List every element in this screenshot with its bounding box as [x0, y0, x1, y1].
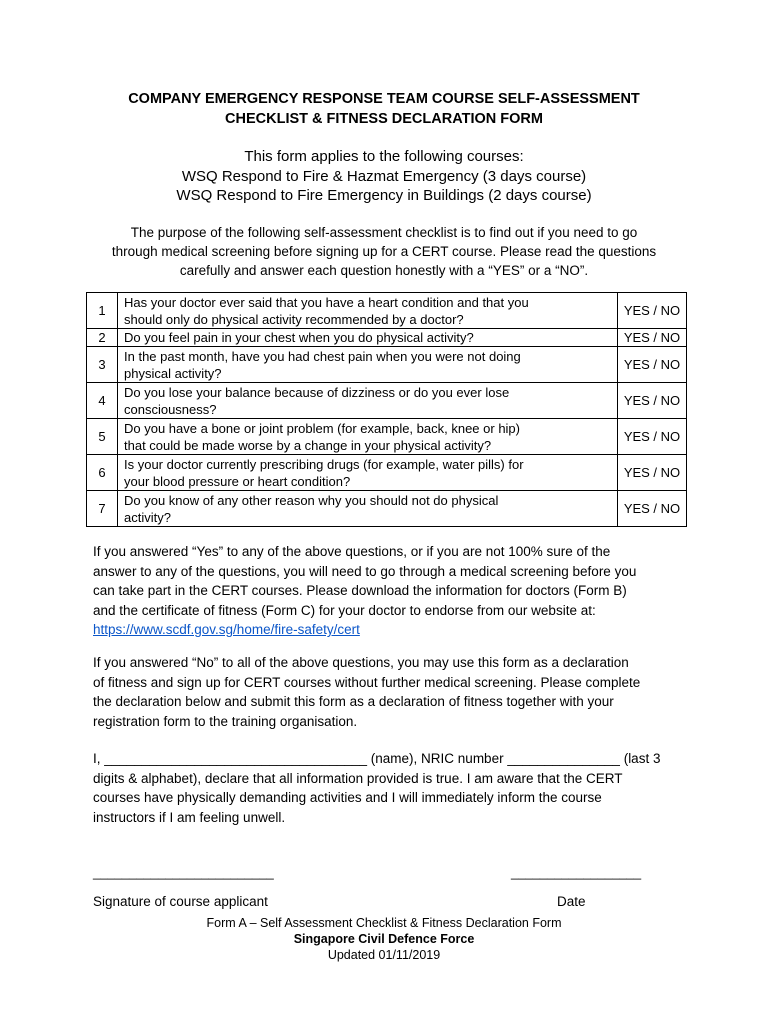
table-row	[87, 455, 687, 491]
question-line: In the past month, have you had chest pain when you were not doing	[124, 348, 521, 364]
table-row	[87, 347, 687, 383]
date-label: Date	[557, 894, 586, 909]
question-number: 6	[87, 455, 118, 491]
question-line: Do you have a bone or joint problem (for example, back, knee or hip)	[124, 420, 520, 436]
question-line: Is your doctor currently prescribing drugs (for example, water pills) for	[124, 456, 524, 472]
declaration-line-3: courses have physically demanding activities and I will immediately inform the course	[93, 790, 602, 805]
no-line-3: the declaration below and submit this form as a declaration of fitness together with your	[93, 694, 614, 709]
title-line-1: COMPANY EMERGENCY RESPONSE TEAM COURSE SELF-ASSESSMENT	[128, 91, 640, 107]
courses-applicable	[0, 147, 768, 206]
form-title	[0, 89, 768, 129]
question-text	[118, 347, 618, 383]
signature-line[interactable]: _________________________	[93, 865, 274, 880]
question-line: Do you feel pain in your chest when you do physical activity?	[124, 330, 474, 345]
applies-intro: This form applies to the following courses:	[244, 148, 524, 165]
no-line-1: If you answered “No” to all of the above questions, you may use this form as a declaration	[93, 655, 629, 670]
table-row	[87, 491, 687, 527]
purpose-line-3: carefully and answer each question honestly with a “YES” or a “NO”.	[179, 263, 589, 278]
question-number: 1	[87, 293, 118, 329]
form-footer	[0, 915, 768, 963]
question-text	[118, 383, 618, 419]
course-hazmat: WSQ Respond to Fire & Hazmat Emergency (3 days course)	[181, 167, 587, 185]
table-row	[87, 419, 687, 455]
footer-form-name: Form A – Self Assessment Checklist & Fitness Declaration Form	[206, 916, 562, 930]
question-number: 4	[87, 383, 118, 419]
question-line: Has your doctor ever said that you have a heart condition and that you	[124, 294, 529, 310]
question-text	[118, 455, 618, 491]
question-text	[118, 293, 618, 329]
question-number: 3	[87, 347, 118, 383]
checklist-table	[86, 292, 687, 527]
no-line-4: registration form to the training organisation.	[93, 713, 358, 729]
question-text	[118, 491, 618, 527]
question-line: consciousness?	[124, 401, 217, 417]
question-text	[118, 419, 618, 455]
title-line-2: CHECKLIST & FITNESS DECLARATION FORM	[225, 111, 543, 127]
question-line: Do you lose your balance because of dizziness or do you ever lose	[124, 384, 510, 400]
declaration-line-4: instructors if I am feeling unwell.	[93, 809, 286, 825]
declaration-line-1[interactable]: I, ___________________________________ (name), NRIC number _______________ (last 3	[93, 751, 661, 766]
yes-line-3: can take part in the CERT courses. Please download the information for doctors (Form B)	[93, 583, 627, 598]
yes-no-answer[interactable]: YES / NO	[618, 455, 687, 491]
question-number: 7	[87, 491, 118, 527]
table-row	[87, 329, 687, 347]
table-row	[87, 293, 687, 329]
yes-line-4: and the certificate of fitness (Form C) for your doctor to endorse from our website at:	[93, 602, 596, 618]
yes-line-1: If you answered “Yes” to any of the above questions, or if you are not 100% sure of the	[93, 544, 611, 559]
purpose-line-2: through medical screening before signing up for a CERT course. Please read the questions	[111, 244, 657, 259]
no-instructions	[93, 653, 683, 731]
question-line: physical activity?	[124, 365, 222, 381]
yes-line-2: answer to any of the questions, you will need to go through a medical screening before you	[93, 563, 637, 579]
date-line[interactable]: __________________	[511, 865, 642, 880]
footer-org: Singapore Civil Defence Force	[293, 932, 475, 946]
question-line: should only do physical activity recommended by a doctor?	[124, 311, 464, 327]
question-line: that could be made worse by a change in your physical activity?	[124, 437, 492, 453]
course-buildings: WSQ Respond to Fire Emergency in Buildings (2 days course)	[176, 187, 592, 204]
question-line: your blood pressure or heart condition?	[124, 473, 351, 489]
footer-updated: Updated 01/11/2019	[327, 948, 441, 962]
question-line: Do you know of any other reason why you should not do physical	[124, 492, 499, 508]
yes-no-answer[interactable]: YES / NO	[618, 329, 687, 347]
declaration-line-2: digits & alphabet), declare that all information provided is true. I am aware that the CERT	[93, 770, 623, 786]
scdf-cert-link[interactable]: https://www.scdf.gov.sg/home/fire-safety/cert	[93, 622, 360, 637]
yes-no-answer[interactable]: YES / NO	[618, 419, 687, 455]
table-row	[87, 383, 687, 419]
signature-label: Signature of course applicant	[93, 894, 268, 909]
question-line: activity?	[124, 509, 171, 525]
yes-no-answer[interactable]: YES / NO	[618, 293, 687, 329]
no-line-2: of fitness and sign up for CERT courses without further medical screening. Please complete	[93, 674, 641, 690]
yes-no-answer[interactable]: YES / NO	[618, 383, 687, 419]
yes-no-answer[interactable]: YES / NO	[618, 347, 687, 383]
purpose-text	[0, 223, 768, 280]
question-number: 5	[87, 419, 118, 455]
yes-no-answer[interactable]: YES / NO	[618, 491, 687, 527]
yes-instructions	[93, 542, 683, 640]
declaration-text	[93, 749, 683, 827]
purpose-line-1: The purpose of the following self-assessment checklist is to find out if you need to go	[130, 225, 638, 240]
question-number: 2	[87, 329, 118, 347]
question-text	[118, 329, 618, 347]
